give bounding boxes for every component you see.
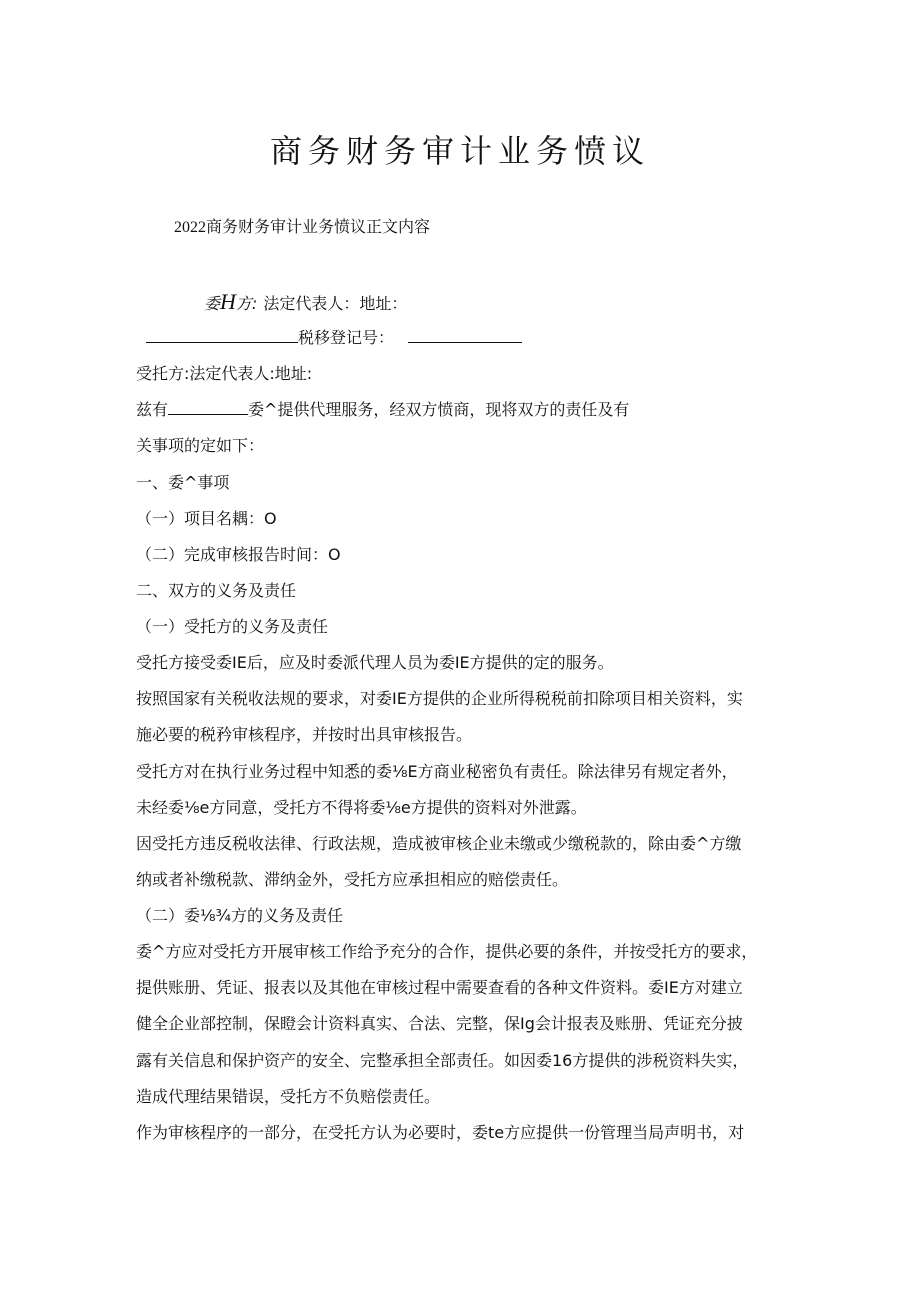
- intro-pre: 兹有: [136, 400, 169, 419]
- subsection-trustee: （一）受托方的义务及责任: [136, 617, 329, 636]
- body-line: 提供账册、凭证、报表以及其他在审核过程中需要查看的各种文件资料。委IE方对建立: [136, 978, 743, 997]
- body-line: 委^方应对受托方开展审核工作给予充分的合作，提供必要的条件，并按受托方的要求，: [136, 942, 758, 961]
- document-subtitle: 2022商务财务审计业务愤议正文内容: [174, 219, 431, 236]
- body-line: 作为审核程序的一部分，在受托方认为必要时，委te方应提供一份管理当局声明书，对: [136, 1123, 745, 1142]
- intro-blank-field: [168, 400, 248, 415]
- tax-reg-line: [146, 328, 522, 348]
- intro-post: 委^提供代理服务，经双方愤商，现将双方的责任及有: [248, 400, 630, 419]
- tax-reg-label: 税移登记号：: [298, 328, 395, 347]
- intro-line-1: [136, 400, 629, 420]
- body-line: 未经委⅛e方同意，受托方不得将委⅛e方提供的资料对外泄露。: [136, 798, 587, 817]
- intro-line-2: 关事项的定如下：: [136, 436, 265, 455]
- tax-reg-blank-field: [408, 328, 522, 343]
- subsection-client: （二）委⅛¾方的义务及责任: [136, 906, 344, 925]
- body-line: 健全企业部控制，保瞪会计资料真实、合法、完整，保Ig会计报表及账册、凭证充分披: [136, 1014, 743, 1033]
- body-line: 因受托方违反税收法律、行政法规，造成被审核企业未缴或少缴税款的，除由委^方缴: [136, 834, 742, 853]
- party-a-label-2: 方:: [235, 294, 258, 313]
- section-heading-2: 二、双方的义务及责任: [136, 581, 297, 600]
- document-title: 商务财务审计业务愤议: [269, 132, 650, 170]
- party-b-line: 受托方:法定代表人:地址:: [136, 364, 313, 383]
- party-a-fields: 法定代表人：地址：: [263, 294, 408, 313]
- body-line: 按照国家有关税收法规的要求，对委IE方提供的企业所得税税前扣除项目相关资料，实: [136, 689, 743, 708]
- party-a-blank-field: [146, 328, 298, 343]
- party-a-line: [204, 289, 408, 314]
- item-project-name: （一）项目名耦：O: [136, 509, 277, 528]
- body-line: 受托方接受委IE后，应及时委派代理人员为委IE方提供的定的服务。: [136, 653, 614, 672]
- body-line: 纳或者补缴税款、滞纳金外，受托方应承担相应的赔偿责任。: [136, 870, 569, 889]
- body-line: 露有关信息和保护资产的安全、完整承担全部责任。如因委16方提供的涉税资料失实，: [136, 1051, 749, 1070]
- item-completion-time: （二）完成审核报告时间：O: [136, 545, 341, 564]
- body-line: 施必要的税矜审核程序，并按时出具审核报告。: [136, 725, 473, 744]
- body-line: 造成代理结果错误，受托方不负赔偿责任。: [136, 1087, 441, 1106]
- section-heading-1: 一、委^事项: [136, 473, 230, 492]
- body-line: 受托方对在执行业务过程中知悉的委⅛E方商业秘密负有责任。除法律另有规定者外，: [136, 762, 738, 781]
- party-a-label-1: 委: [204, 294, 221, 313]
- party-a-label-h: H: [220, 289, 236, 314]
